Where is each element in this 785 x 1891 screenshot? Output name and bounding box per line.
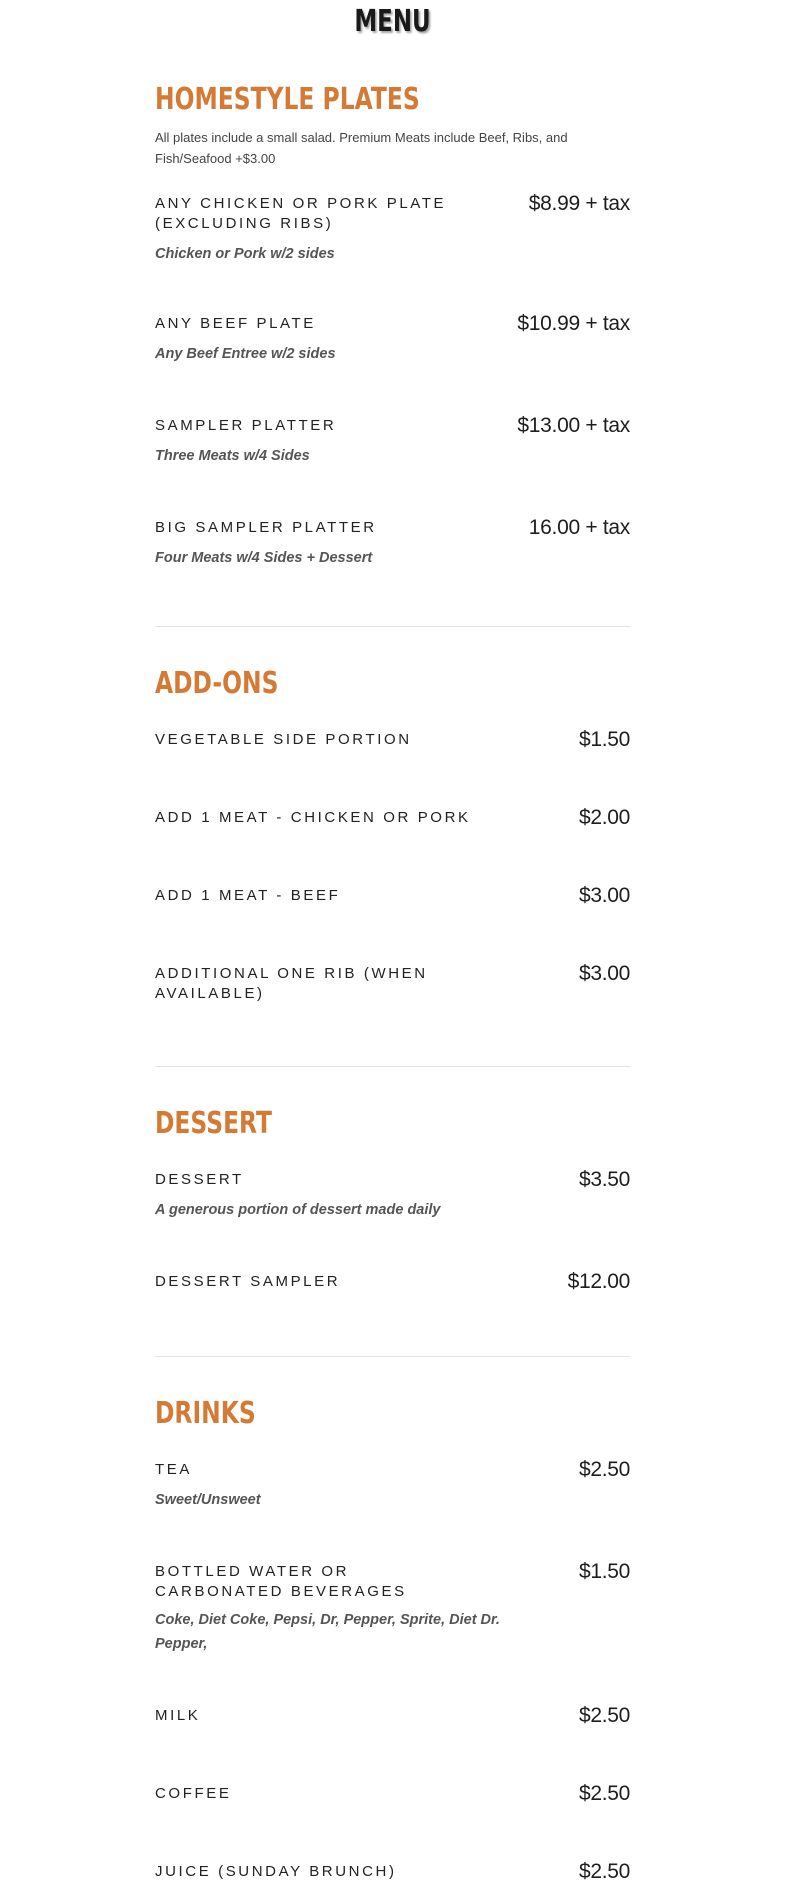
item-price: $1.50	[578, 728, 630, 751]
item-price: 16.00 + tax	[528, 516, 630, 539]
item-price: $3.50	[578, 1168, 630, 1191]
item-description: Any Beef Entree w/2 sides	[155, 346, 336, 362]
item-name: TEA	[155, 1461, 192, 1478]
item-price: $2.50	[578, 1860, 630, 1883]
item-name: SAMPLER PLATTER	[155, 417, 337, 434]
item-description: A generous portion of dessert made daily	[155, 1202, 441, 1218]
page-title: MENU	[354, 4, 431, 39]
item-price: $1.50	[578, 1560, 630, 1583]
item-name: ADD 1 MEAT - BEEF	[155, 887, 341, 904]
item-description: Three Meats w/4 Sides	[155, 448, 310, 464]
item-price: $2.50	[578, 1458, 630, 1481]
section-title-drinks: DRINKS	[155, 1396, 256, 1431]
item-name: VEGETABLE SIDE PORTION	[155, 731, 412, 748]
item-price: $3.00	[578, 884, 630, 907]
section-description-homestyle: All plates include a small salad. Premium Meats include Beef, Ribs, and Fish/Seafood +$3.00	[155, 130, 568, 166]
item-description: Four Meats w/4 Sides + Dessert	[155, 550, 373, 566]
item-name: JUICE (SUNDAY BRUNCH)	[155, 1863, 397, 1880]
item-price: $2.00	[578, 806, 630, 829]
section-title-dessert: DESSERT	[155, 1106, 272, 1141]
item-price: $2.50	[578, 1782, 630, 1805]
item-name: ADD 1 MEAT - CHICKEN OR PORK	[155, 809, 471, 826]
item-description: Sweet/Unsweet	[155, 1492, 261, 1508]
section-divider	[155, 1066, 630, 1067]
item-name: ANY BEEF PLATE	[155, 315, 316, 332]
item-name: DESSERT SAMPLER	[155, 1273, 341, 1290]
item-name: COFFEE	[155, 1785, 232, 1802]
item-price: $13.00 + tax	[517, 414, 630, 437]
item-name: ANY CHICKEN OR PORK PLATE (EXCLUDING RIBS)	[155, 195, 447, 232]
section-divider	[155, 626, 630, 627]
item-name: ADDITIONAL ONE RIB (WHEN AVAILABLE)	[155, 965, 428, 1002]
section-title-addons: ADD-ONS	[155, 666, 279, 701]
item-price: $12.00	[567, 1270, 630, 1293]
section-divider	[155, 1356, 630, 1357]
item-name: MILK	[155, 1707, 201, 1724]
item-price: $2.50	[578, 1704, 630, 1727]
item-description: Coke, Diet Coke, Pepsi, Dr, Pepper, Sprite, Diet Dr. Pepper,	[155, 1612, 500, 1652]
item-price: $3.00	[578, 962, 630, 985]
item-name: BOTTLED WATER OR CARBONATED BEVERAGES	[155, 1563, 407, 1600]
item-price: $10.99 + tax	[517, 312, 630, 335]
item-price: $8.99 + tax	[528, 192, 630, 215]
section-title-homestyle: HOMESTYLE PLATES	[155, 82, 420, 117]
item-name: BIG SAMPLER PLATTER	[155, 519, 377, 536]
item-description: Chicken or Pork w/2 sides	[155, 246, 335, 262]
item-name: DESSERT	[155, 1171, 244, 1188]
